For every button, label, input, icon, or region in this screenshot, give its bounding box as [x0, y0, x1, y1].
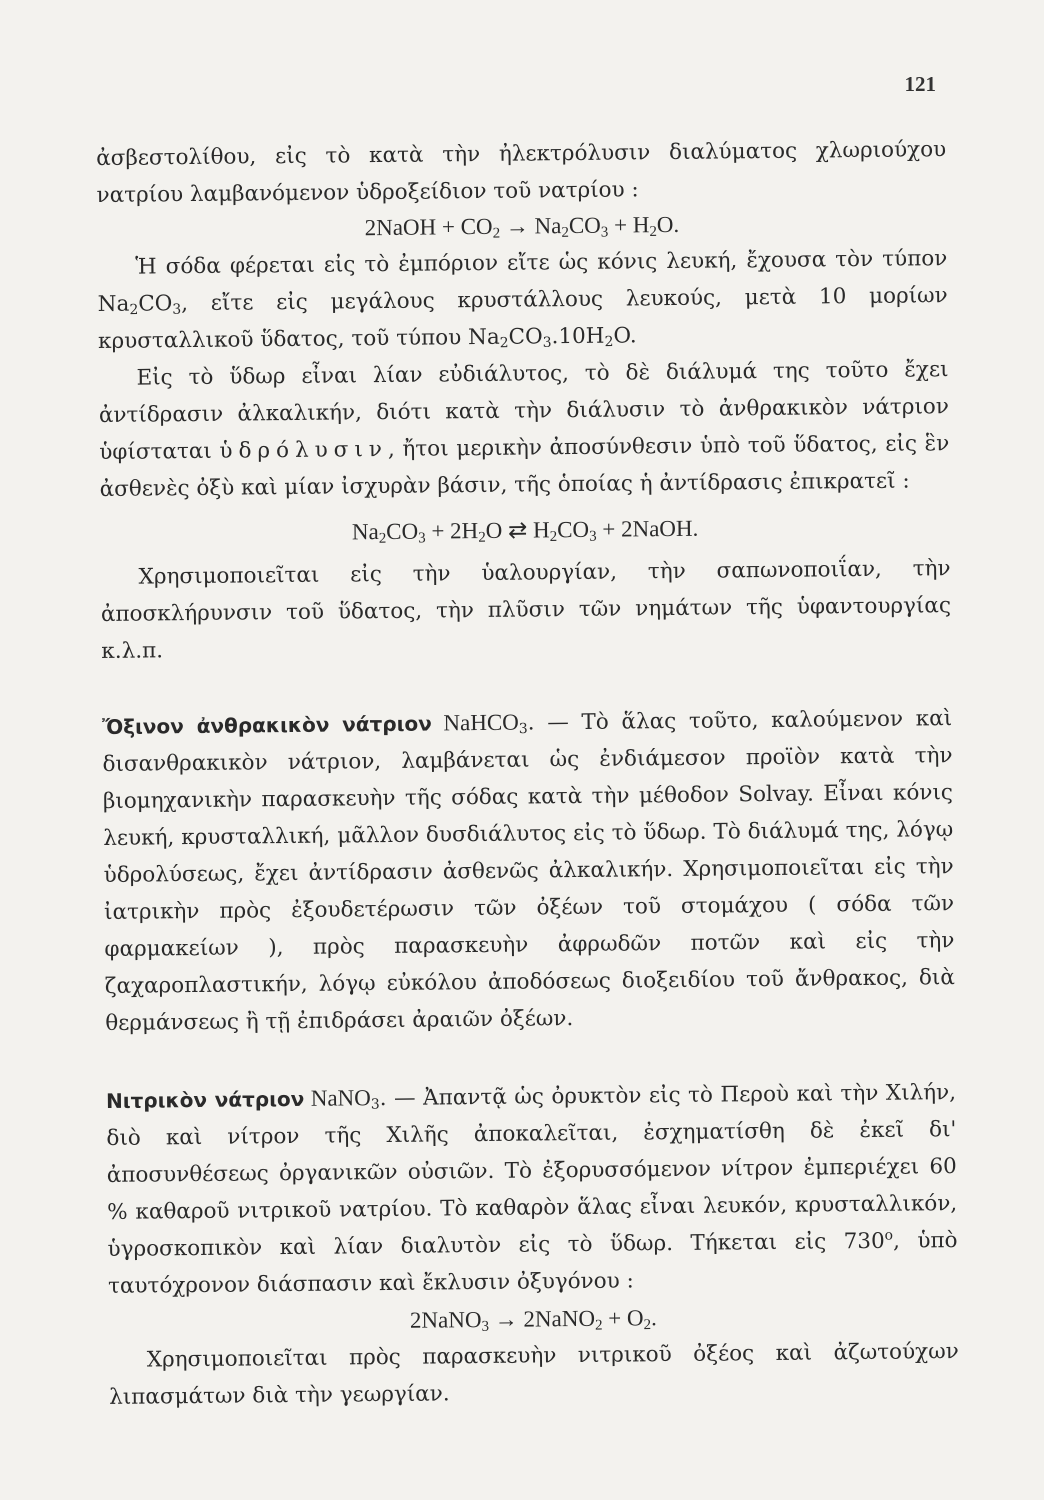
section-heading-nitrate: Νιτρικὸν νάτριον: [105, 1086, 305, 1113]
paragraph-uses-nitrate: Χρησιμοποιεῖται πρὸς παρασκευὴν νιτρικοῦ ὀξέος καὶ ἀζωτούχων λιπασμάτων διὰ τὴν γεωργίαν.: [109, 1339, 959, 1410]
paragraph-sodium-nitrate: Νιτρικὸν νάτριον NaNO$_3$. — Ἀπαντᾷ ὡς ὀρυκτὸν εἰς τὸ Περοὺ καὶ τὴν Χιλήν, διὸ καὶ νίτρον τῆς Χιλῆς ἀποκαλεῖται, ἐσχηματίσθη δὲ ἐκεῖ δι' ἀποσυνθέσεως ὀργανικῶν οὐσιῶν. Τὸ ἐξορυσσόμενον νίτρον ἐμπεριέχει 60 % καθαροῦ νιτρικοῦ νατρίου. Τὸ καθαρὸν ἅλας εἶναι λευκόν, κρυσταλλικόν, ὑγροσκοπικὸν καὶ λίαν διαλυτὸν εἰς τὸ ὕδωρ. Τήκεται εἰς $730^o$, ὑπὸ ταυτόχρονον διάσπασιν καὶ ἔκλυσιν ὀξυγόνου :: [105, 1080, 958, 1299]
section-heading-bicarbonate: Ὄξινον ἀνθρακικὸν νάτριον: [102, 711, 432, 739]
page-number: 121: [904, 72, 936, 96]
equation-naoh-co2: 2NaOH + $CO_2 \to Na_2CO_3 + H_2O$.: [364, 211, 680, 242]
paragraph-intro: ἀσβεστολίθου, εἰς τὸ κατὰ τὴν ἠλεκτρόλυσιν διαλύματος χλωριούχου νατρίου λαμβανόμενον ὑδροξείδιον τοῦ νατρίου :: [96, 137, 947, 208]
equation-hydrolysis: $Na_2CO_3 + 2H_2O$ ⇄ $H_2CO_3$ + 2NaOH.: [351, 515, 699, 547]
paragraph-sodium-bicarbonate: Ὄξινον ἀνθρακικὸν νάτριον NaHCO$_3$. — Τὸ ἅλας τοῦτο, καλούμενον καὶ δισανθρακικὸν νάτριον, λαμβάνεται ὡς ἐνδιάμεσον προϊὸν κατὰ τὴν βιομηχανικὴν παρασκευὴν τῆς σόδας κατὰ τὴν μέθοδον Solvay. Εἶναι κόνις λευκή, κρυσταλλική, μᾶλλον δυσδιάλυτος εἰς τὸ ὕδωρ. Τὸ διάλυμά της, λόγῳ ὑδρολύσεως, ἔχει ἀντίδρασιν ἀσθενῶς ἀλκαλικήν. Χρησιμοποιεῖται εἰς τὴν ἰατρικὴν πρὸς ἐξουδετέρωσιν τῶν ὀξέων τοῦ στομάχου ( σόδα τῶν φαρμακείων ), πρὸς παρασκευὴν ἀφρωδῶν ποτῶν καὶ εἰς τὴν ζαχαροπλαστικήν, λόγῳ εὐκόλου ἀποδόσεως διοξειδίου τοῦ ἄνθρακος, διὰ θερμάνσεως ἢ τῇ ἐπιδράσει ἀραιῶν ὀξέων.: [102, 706, 955, 1036]
equation-nitrate-decomposition: 2NaNO$_3$ → 2NaNO$_2$ + $O_2$.: [409, 1305, 657, 1335]
paragraph-soda-forms: Ἡ σόδα φέρεται εἰς τὸ ἐμπόριον εἴτε ὡς κόνις λευκή, ἔχουσα τὸν τύπον $Na_2CO_3$, εἴτε εἰς μεγάλους κρυστάλλους λευκούς, μετὰ 10 μορίων κρυσταλλικοῦ ὕδατος, τοῦ τύπου $Na_2CO_3.10H_2O$.: [97, 246, 948, 354]
paragraph-hydrolysis: Εἰς τὸ ὕδωρ εἶναι λίαν εὐδιάλυτος, τὸ δὲ διάλυμά της τοῦτο ἔχει ἀντίδρασιν ἀλκαλικήν, διότι κατὰ τὴν διάλυσιν τὸ ἀνθρακικὸν νάτριον ὑφίσταται ὑδρόλυσιν, ἤτοι μερικὴν ἀποσύνθεσιν ὑπὸ τοῦ ὕδατος, εἰς ἓν ἀσθενὲς ὀξὺ καὶ μίαν ἰσχυρὰν βάσιν, τῆς ὁποίας ἡ ἀντίδρασις ἐπικρατεῖ :: [98, 357, 950, 502]
emphasized-term: ὑδρόλυσιν: [219, 436, 389, 464]
paragraph-uses-soda: Χρησιμοποιεῖται εἰς τὴν ὑαλουργίαν, τὴν σαπωνοποιΐαν, τὴν ἀποσκλήρυνσιν τοῦ ὕδατος, τὴν πλῦσιν τῶν νημάτων τῆς ὑφαντουργίας κ.λ.π.: [100, 556, 952, 664]
document-body: [96, 131, 959, 1416]
